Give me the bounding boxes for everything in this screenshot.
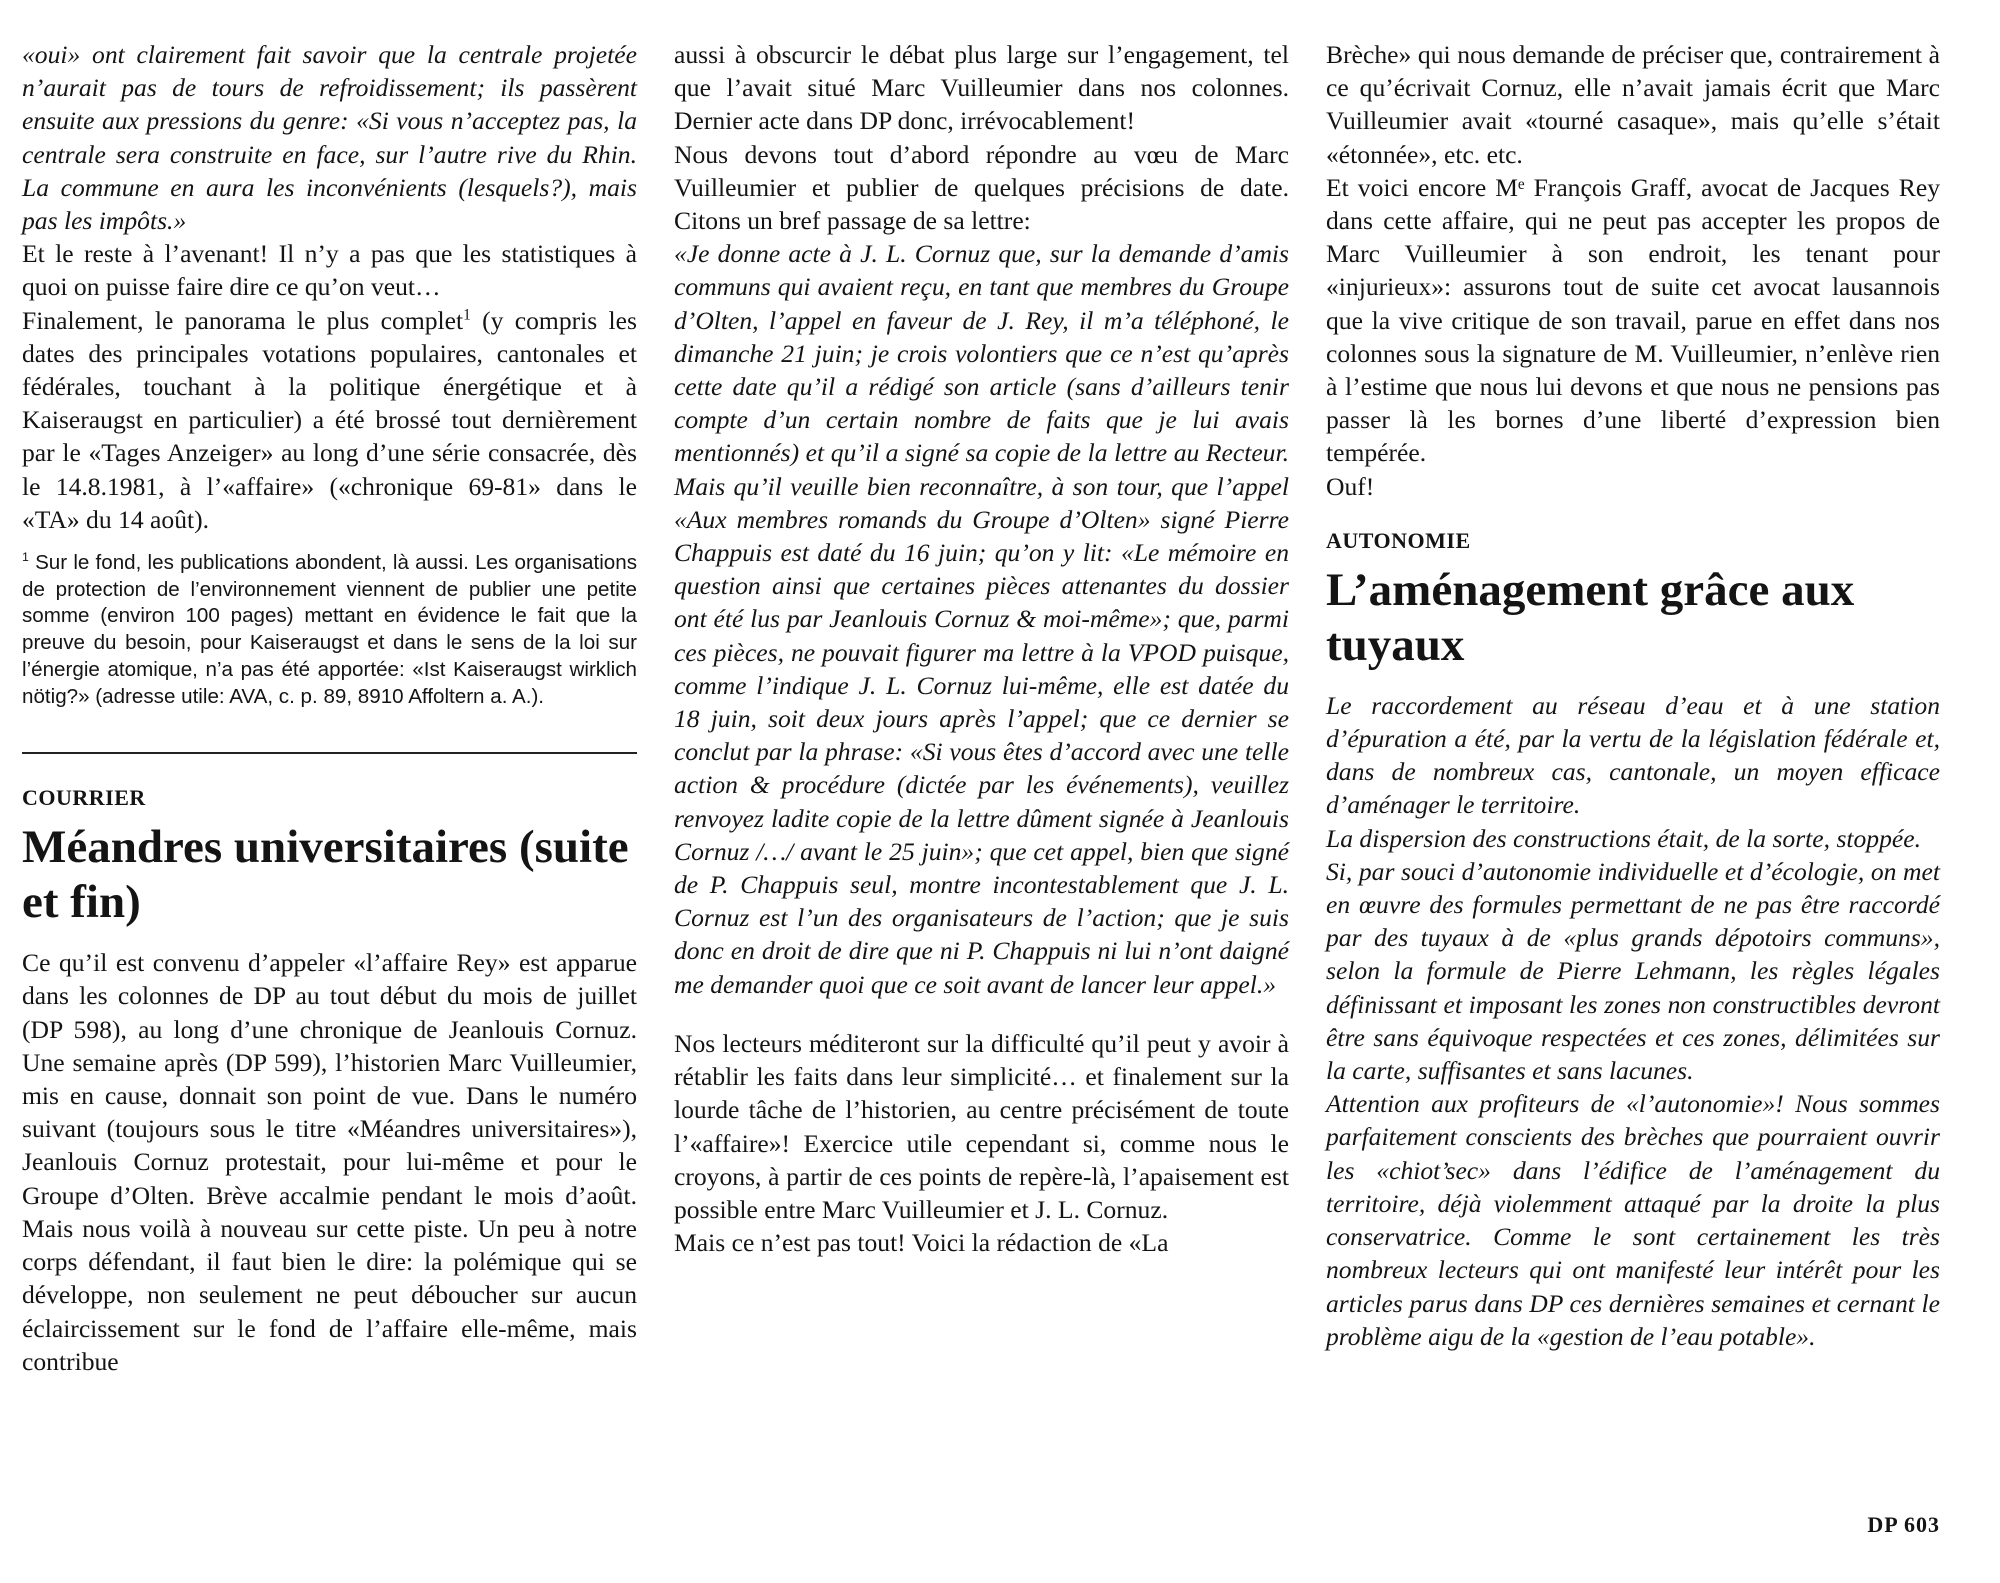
section-kicker: COURRIER: [22, 785, 146, 811]
paragraph: Mais ce n’est pas tout! Voici la rédaction de «La: [674, 1228, 1169, 1258]
spacer: [674, 1001, 1289, 1027]
paragraph: Nos lecteurs méditeront sur la difficulté qu’il peut y avoir à rétablir les faits dans leur simplicité… et finalement sur la lourde tâche de l’historien, au centre précisément de toute l’«affaire»! Exercice utile cependant si, comme nous le croyons, à partir de ces points de repère-là, l’apaisement est possible entre Marc Vuilleumier et J. L. Cornuz.: [674, 1028, 1289, 1224]
text: (y compris les dates des principales votations populaires, cantonales et fédérales, touchant à la politique énergétique et à Kaiseraugst en particulier) a été brossé tout dernièrement par le «Tages Anzeiger» au long d’une série consacrée, dès le 14.8.1981, à l’«affaire» («chronique 69-81» dans le «TA» du 14 août).: [22, 305, 637, 534]
column-2: [674, 38, 1289, 1259]
paragraph: Ouf!: [1326, 471, 1375, 501]
paragraph: Nous devons tout d’abord répondre au vœu de Marc Vuilleumier et publier de quelques précisions de date. Citons un bref passage de sa lettre:: [674, 139, 1289, 236]
paragraph: Et voici encore Mᵉ François Graff, avocat de Jacques Rey dans cette affaire, qui ne peut pas accepter les propos de Marc Vuilleumier à son endroit, les tenant pour «injurieux»: assurons tout de suite cet avocat lausannois que la vive critique de son travail, parue en effet dans nos colonnes sous la signature de M. Vuilleumier, n’enlève rien à l’estime que nous lui devons et que nous ne pensions pas passer là les bornes d’une liberté d’expression bien tempérée.: [1326, 172, 1940, 468]
text: Finalement, le panorama le plus complet: [22, 305, 464, 335]
article-paragraph: Ce qu’il est convenu d’appeler «l’affaire Rey» est apparue dans les colonnes de DP au tout début du mois de juillet (DP 598), au long d’une chronique de Jeanlouis Cornuz. Une semaine après (DP 599), l’historien Marc Vuilleumier, mis en cause, donnait son point de vue. Dans le numéro suivant (toujours sous le titre «Méandres universitaires»), Jeanlouis Cornuz protestait, pour lui-même et pour le Groupe d’Olten. Brève accalmie pendant le mois d’août. Mais nous voilà à nouveau sur cette piste. Un peu à notre corps défendant, il faut bien le dire: la polémique qui se développe, non seulement ne peut déboucher sur aucun éclaircissement sur le fond de l’affaire elle-même, mais contribue: [22, 948, 637, 1376]
paragraph: Et le reste à l’avenant! Il n’y a pas que les statistiques à quoi on puisse faire dire ce qu’on veut…: [22, 239, 637, 302]
intro-quote: «oui» ont clairement fait savoir que la centrale projetée n’aurait pas de tours de refroidissement; ils passèrent ensuite aux pressions du genre: «Si vous n’acceptez pas, la centrale sera construite en face, sur l’autre rive du Rhin. La commune en aura les inconvénients (lesquels?), mais pas les impôts.»: [22, 40, 637, 236]
article-paragraph: Si, par souci d’autonomie individuelle et d’écologie, on met en œuvre des formules permettant de ne pas être raccordé par des tuyaux à de «plus grands dépotoirs communs», selon la formule de Pierre Lehmann, les règles légales définissant et imposant les zones non constructibles devront être sans équivoque respectées et ces zones, délimitées sur la carte, suffisantes et sans lacunes.: [1326, 856, 1940, 1086]
page-number: DP 603: [1867, 1512, 1940, 1537]
section-divider: [22, 752, 637, 754]
article-paragraph: Le raccordement au réseau d’eau et à une station d’épuration a été, par la vertu de la législation fédérale et, dans de nombreux cas, cantonale, un moyen efficace d’aménager le territoire.: [1326, 690, 1940, 820]
footnote: [22, 550, 637, 710]
article-headline: L’aménagement grâce aux tuyaux: [1326, 563, 1855, 671]
paragraph: aussi à obscurcir le débat plus large sur l’engagement, tel que l’avait situé Marc Vuilleumier dans nos colonnes. Dernier acte dans DP donc, irrévocablement!: [674, 40, 1289, 136]
paragraph: Brèche» qui nous demande de préciser que, contrairement à ce qu’écrivait Cornuz, elle n’avait jamais écrit que Marc Vuilleumier avait «tourné casaque», mais qu’elle s’était «étonnée», etc. etc.: [1326, 40, 1940, 169]
article-headline: Méandres universitaires (suite et fin): [22, 821, 629, 929]
column-1: [22, 38, 637, 1378]
letter-quote: «Je donne acte à J. L. Cornuz que, sur la demande d’amis communs qui avaient reçu, en tant que membres du Groupe d’Olten, l’appel en faveur de J. Rey, il m’a téléphoné, le dimanche 21 juin; je crois volontiers que ce n’est qu’après cette date qu’il a rédigé son article (sans d’ailleurs tenir compte d’un certain nombre de faits que je lui avais mentionnés) et qu’il a signé sa copie de la lettre au Recteur. Mais qu’il veuille bien reconnaître, à son tour, que l’appel «Aux membres romands du Groupe d’Olten» signé Pierre Chappuis est daté du 16 juin; qu’on y lit: «Le mémoire en question ainsi que certaines pièces attenantes du dossier ont été lus par Jeanlouis Cornuz & moi-même»; que, parmi ces pièces, ne pouvait figurer ma lettre à la VPOD puisque, comme l’indique J. L. Cornuz lui-même, elle est datée du 18 juin, soit deux jours après l’appel; que ce dernier se conclut par la phrase: «Si vous êtes d’accord avec une telle action & procédure (dictée par les événements), veuillez renvoyez ladite copie de la lettre dûment signée à Jeanlouis Cornuz /…/ avant le 25 juin»; que cet appel, bien que signé de P. Chappuis seul, montre incontestablement que J. L. Cornuz est l’un des organisateurs de l’action; que je suis donc en droit de dire que ni P. Chappuis ni lui n’ont daigné me demander quoi que ce soit avant de lancer leur appel.»: [674, 239, 1289, 999]
footnote-mark: 1: [22, 550, 29, 565]
spacer: [1326, 503, 1940, 527]
footnote-ref: 1: [463, 306, 471, 324]
column-3: [1326, 38, 1940, 1353]
paragraph: [22, 304, 637, 536]
article-paragraph: Attention aux profiteurs de «l’autonomie»! Nous sommes parfaitement conscients des brèches que pourraient ouvrir les «chiot’sec» dans l’édifice de l’aménagement du territoire, déjà violemment attaqué par la droite la plus conservatrice. Comme le sont certainement les très nombreux lecteurs qui ont manifesté leur intérêt pour les articles parus dans DP ces dernières semaines et cernant le problème aigu de la «gestion de l’eau potable».: [1326, 1089, 1940, 1351]
section-kicker: AUTONOMIE: [1326, 527, 1471, 553]
article-paragraph: La dispersion des constructions était, de la sorte, stoppée.: [1326, 823, 1922, 853]
footnote-text: Sur le fond, les publications abondent, là aussi. Les organisations de protection de l’environnement viennent de publier une petite somme (environ 100 pages) mettant en évidence le fait que la preuve du besoin, pour Kaiseraugst et dans le sens de la loi sur l’énergie atomique, n’a pas été apportée: «Ist Kaiseraugst wirklich nötig?» (adresse utile: AVA, c. p. 89, 8910 Affoltern a. A.).: [22, 551, 637, 708]
